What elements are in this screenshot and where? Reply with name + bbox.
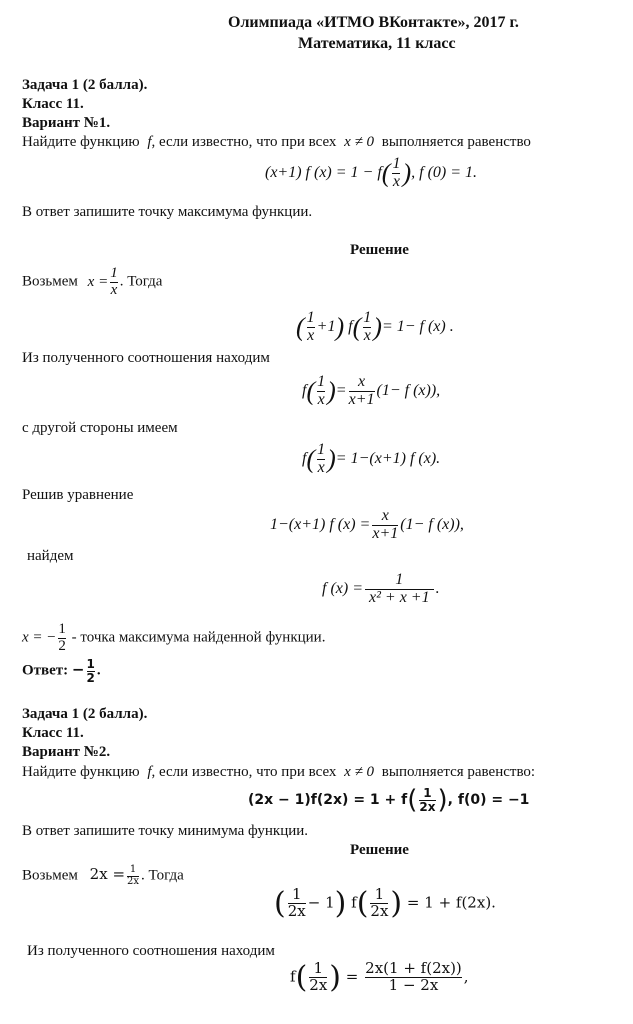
step2-frac-numerator: 1 [313,959,324,978]
header-subtitle: Математика, 11 класс [298,35,456,52]
statement-f: f [147,764,152,780]
task2-take-line [22,865,184,887]
task2-step2: f( $\frac{1}{2x}$ ) = $\frac{2x(1 + f(2x))}{1 - 2x}$ , [290,959,469,995]
step2-rhs-frac [365,961,462,994]
task2-statement [22,764,535,781]
take-text: Возьмем [22,273,78,290]
take-then: . Тогда [141,867,184,884]
task1-solving: Решив уравнение [22,487,134,503]
take-fraction [110,266,118,299]
task1-take-line [22,266,162,299]
max-numerator: 1 [58,621,66,637]
task1-solution-title: Решение [350,242,409,258]
task1-statement [22,134,531,151]
step5-numerator: 1 [395,571,404,588]
header-title: Олимпиада «ИТМО ВКонтакте», 2017 г. [228,14,519,31]
task1-answer-requirement: В ответ запишите точку максимума функции. [22,204,313,220]
step1-rhs: = 1 + f(2x). [406,893,496,912]
task1-step1: ( $\frac{1}{x}$ +1) f( $\frac{1}{x}$ )= 1− f (x) . [296,309,454,344]
task1-step5 [322,572,440,607]
task1-title: Задача 1 (2 балла). [22,77,148,93]
answer-label: Ответ: [22,662,69,679]
step2-frac-a [309,961,327,994]
take-denominator: 2x [127,875,140,887]
step1-denominator: 2x [287,902,306,920]
step4-numerator: x [381,507,389,524]
step1-frac-a [288,887,306,920]
task2-title: Задача 1 (2 балла). [22,706,148,722]
take-text: Возьмем [22,867,78,884]
step4-tail: (1− f (x)), [400,515,464,533]
step1-frac-b: $\frac{1}{x}$ [363,309,372,344]
statement-text-b: , если известно, что при всех [151,134,337,150]
equation-fraction [392,156,400,191]
task2-step1: ( $\frac{1}{2x}$ − 1) f( $\frac{1}{2x}$ ) = 1 + f(2x). [274,885,496,921]
step2-numerator: x [357,373,366,390]
task1-find: найдем [27,548,74,564]
step2-denominator: x+1 [348,390,375,408]
step2-equals: = [345,967,359,986]
step2-rhs-frac [349,374,375,409]
max-fraction [58,622,66,655]
step2-frac-denominator: 2x [309,976,328,994]
step1-rhs: = 1− f (x) . [381,317,454,335]
task2-class: Класс 11. [22,725,84,741]
step1-f: f [351,893,357,912]
answer-sign: − [71,660,85,679]
statement-text-c: выполняется равенство [381,134,531,150]
step1-minus: − 1 [307,893,335,912]
step4-lhs: 1−(x+1) f (x) = [270,515,371,533]
step1-numerator: 1 [291,885,302,904]
step1-frac-b: $\frac{1}{2x}$ [370,885,389,920]
task1-step4 [270,508,464,543]
step2-tail: , [463,967,469,986]
step2-tail: (1− f (x)), [376,381,441,399]
step1-frac-a: $\frac{1}{x}$ [306,309,315,344]
step5-lhs: f (x) = [322,579,363,597]
max-x: x = − [22,629,57,646]
task2-variant: Вариант №2. [22,744,111,760]
task1-from-relation: Из полученного соотношения находим [22,350,270,366]
take-fraction [127,865,139,887]
answer-dot: . [96,662,101,679]
step3-frac: $\frac{1}{x}$ [317,441,326,476]
task2-from-relation: Из полученного соотношения находим [27,943,275,959]
step4-denominator: x+1 [372,524,399,542]
task1-equation: (x+1) f (x) = 1 − f( $\frac{1}{x}$ ), f (0) = 1. [265,155,478,190]
fraction-denominator: x [392,172,401,190]
fraction-denominator: 2x [419,799,436,814]
task1-answer [22,658,101,684]
take-then: . Тогда [119,273,163,290]
take-x: x = [87,273,109,290]
answer-fraction [87,658,95,684]
equation-right: , f(0) = −1 [447,792,530,808]
statement-text-a: Найдите функцию [22,764,140,780]
answer-numerator: 1 [86,657,95,671]
task2-equation: (2x − 1)f(2x) = 1 + f( $\frac{1}{2x}$ ), f(0) = −1 [248,785,530,815]
step5-tail: . [435,579,440,597]
step5-frac [365,572,434,607]
statement-f: f [147,134,152,150]
equation-left: (2x − 1)f(2x) = 1 + f [248,792,408,808]
equation-right: , f (0) = 1. [411,163,478,181]
statement-condition: x ≠ 0 [344,764,375,780]
take-numerator: 1 [129,864,137,875]
task1-step2: f( $\frac{1}{x}$ )= $\frac{x}{x+1}$ (1− f (x)), [302,373,441,408]
step2-f: f [290,967,296,986]
fraction-numerator: 1 [423,785,432,800]
max-text: - точка максимума найденной функции. [71,629,326,646]
step3-rhs: = 1−(x+1) f (x). [335,449,441,467]
task1-step3: f( $\frac{1}{x}$ )= 1−(x+1) f (x). [302,441,441,476]
step2-numerator: 2x(1 + f(2x)) [365,959,462,978]
equation-fraction [419,787,435,813]
task1-variant: Вариант №1. [22,115,111,131]
task1-class: Класс 11. [22,96,84,112]
statement-condition: x ≠ 0 [344,134,375,150]
statement-text-a: Найдите функцию [22,134,140,150]
step4-frac [372,508,398,543]
take-numerator: 1 [110,265,118,281]
max-denominator: 2 [58,637,66,654]
take-denominator: x [110,281,118,298]
step2-denominator: 1 − 2x [365,977,462,994]
take-x: 2x = [89,865,126,884]
fraction-numerator: 1 [392,155,401,172]
task2-answer-requirement: В ответ запишите точку минимума функции. [22,823,309,839]
statement-text-c: выполняется равенство: [381,764,536,780]
task1-other-side: с другой стороны имеем [22,420,178,436]
step5-denominator: x² + x +1 [365,589,434,607]
task2-solution-title: Решение [350,842,409,858]
task1-maximum-line [22,622,325,655]
equation-left: (x+1) f (x) = 1 − f [265,163,382,181]
statement-text-b: , если известно, что при всех [151,764,337,780]
answer-denominator: 2 [86,670,95,685]
step2-frac-a: $\frac{1}{x}$ [317,373,326,408]
